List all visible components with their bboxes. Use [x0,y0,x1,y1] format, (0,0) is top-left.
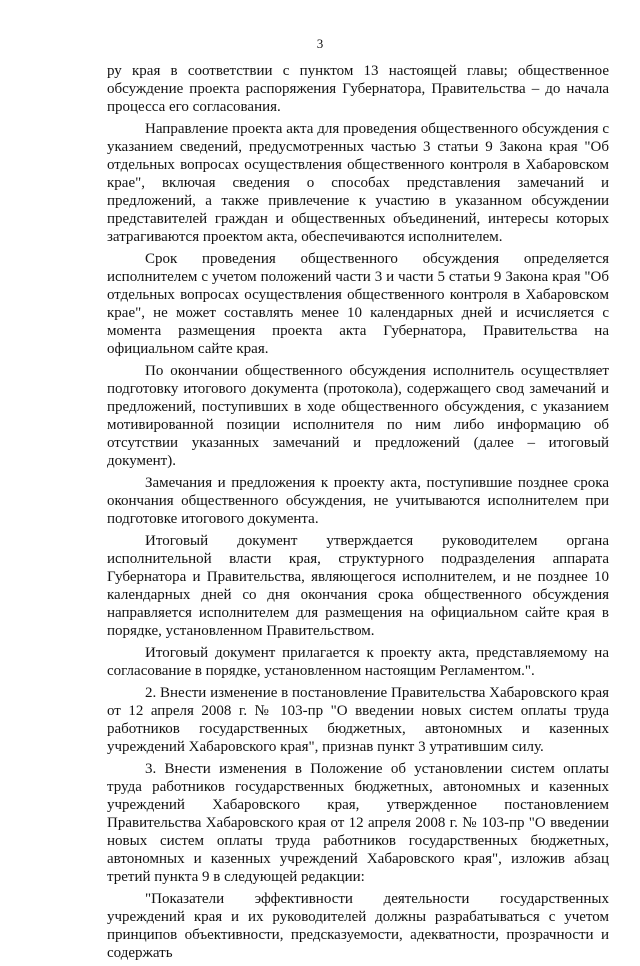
document-body [107,62,609,966]
paragraph: Итоговый документ утверждается руководителем органа исполнительной власти края, структурного подразделения аппарата Губернатора и Правительства, являющегося исполнителем, и не позднее 10 календарных дней со дня окончания срока общественного обсуждения направляется исполнителем для размещения на официальном сайте края в порядке, установленном Правительством. [107,533,609,639]
paragraph: Замечания и предложения к проекту акта, поступившие позднее срока окончания общественного обсуждения, не учитываются исполнителем при подготовке итогового документа. [107,475,609,527]
paragraph: Направление проекта акта для проведения общественного обсуждения с указанием сведений, предусмотренных частью 3 статьи 9 Закона края "Об отдельных вопросах осуществления общественного контроля в Хабаровском крае", включая сведения о способах представления замечаний и предложений, а также привлечение к участию в указанном обсуждении представителей граждан и общественных объединений, интересы которых затрагиваются проектом акта, обеспечиваются исполнителем. [107,121,609,245]
paragraph-continuation: ру края в соответствии с пунктом 13 настоящей главы; общественное обсуждение проекта распоряжения Губернатора, Правительства – до начала процесса его согласования. [107,63,609,115]
page-number: 3 [316,36,324,51]
paragraph: Итоговый документ прилагается к проекту акта, представляемому на согласование в порядке, установленном настоящим Регламентом.". [107,645,609,679]
paragraph: По окончании общественного обсуждения исполнитель осуществляет подготовку итогового документа (протокола), содержащего свод замечаний и предложений, поступивших в ходе общественного обсуждения, с указанием мотивированной позиции исполнителя по ним либо информацию об отсутствии указанных замечаний и предложений (далее – итоговый документ). [107,363,609,469]
paragraph: Срок проведения общественного обсуждения определяется исполнителем с учетом положений части 3 и части 5 статьи 9 Закона края "Об отдельных вопросах осуществления общественного контроля в Хабаровском крае", не может составлять менее 10 календарных дней и исчисляется с момента размещения проекта акта Губернатора, Правительства на официальном сайте края. [107,251,609,357]
paragraph-item-2: 2. Внести изменение в постановление Правительства Хабаровского края от 12 апреля 2008 г. № 103-пр "О введении новых систем оплаты труда работников государственных бюджетных, автономных и казенных учреждений Хабаровского края", признав пункт 3 утратившим силу. [107,685,609,755]
paragraph-quote: "Показатели эффективности деятельности государственных учреждений края и их руководителей должны разрабатываться с учетом принципов объективности, предсказуемости, адекватности, прозрачности и содержать [107,891,609,961]
paragraph-item-3: 3. Внести изменения в Положение об установлении систем оплаты труда работников государственных бюджетных, автономных и казенных учреждений Хабаровского края, утвержденное постановлением Правительства Хабаровского края от 12 апреля 2008 г. № 103-пр "О введении новых систем оплаты труда работников государственных бюджетных, автономных и казенных учреждений Хабаровского края", изложив абзац третий пункта 9 в следующей редакции: [107,761,609,885]
